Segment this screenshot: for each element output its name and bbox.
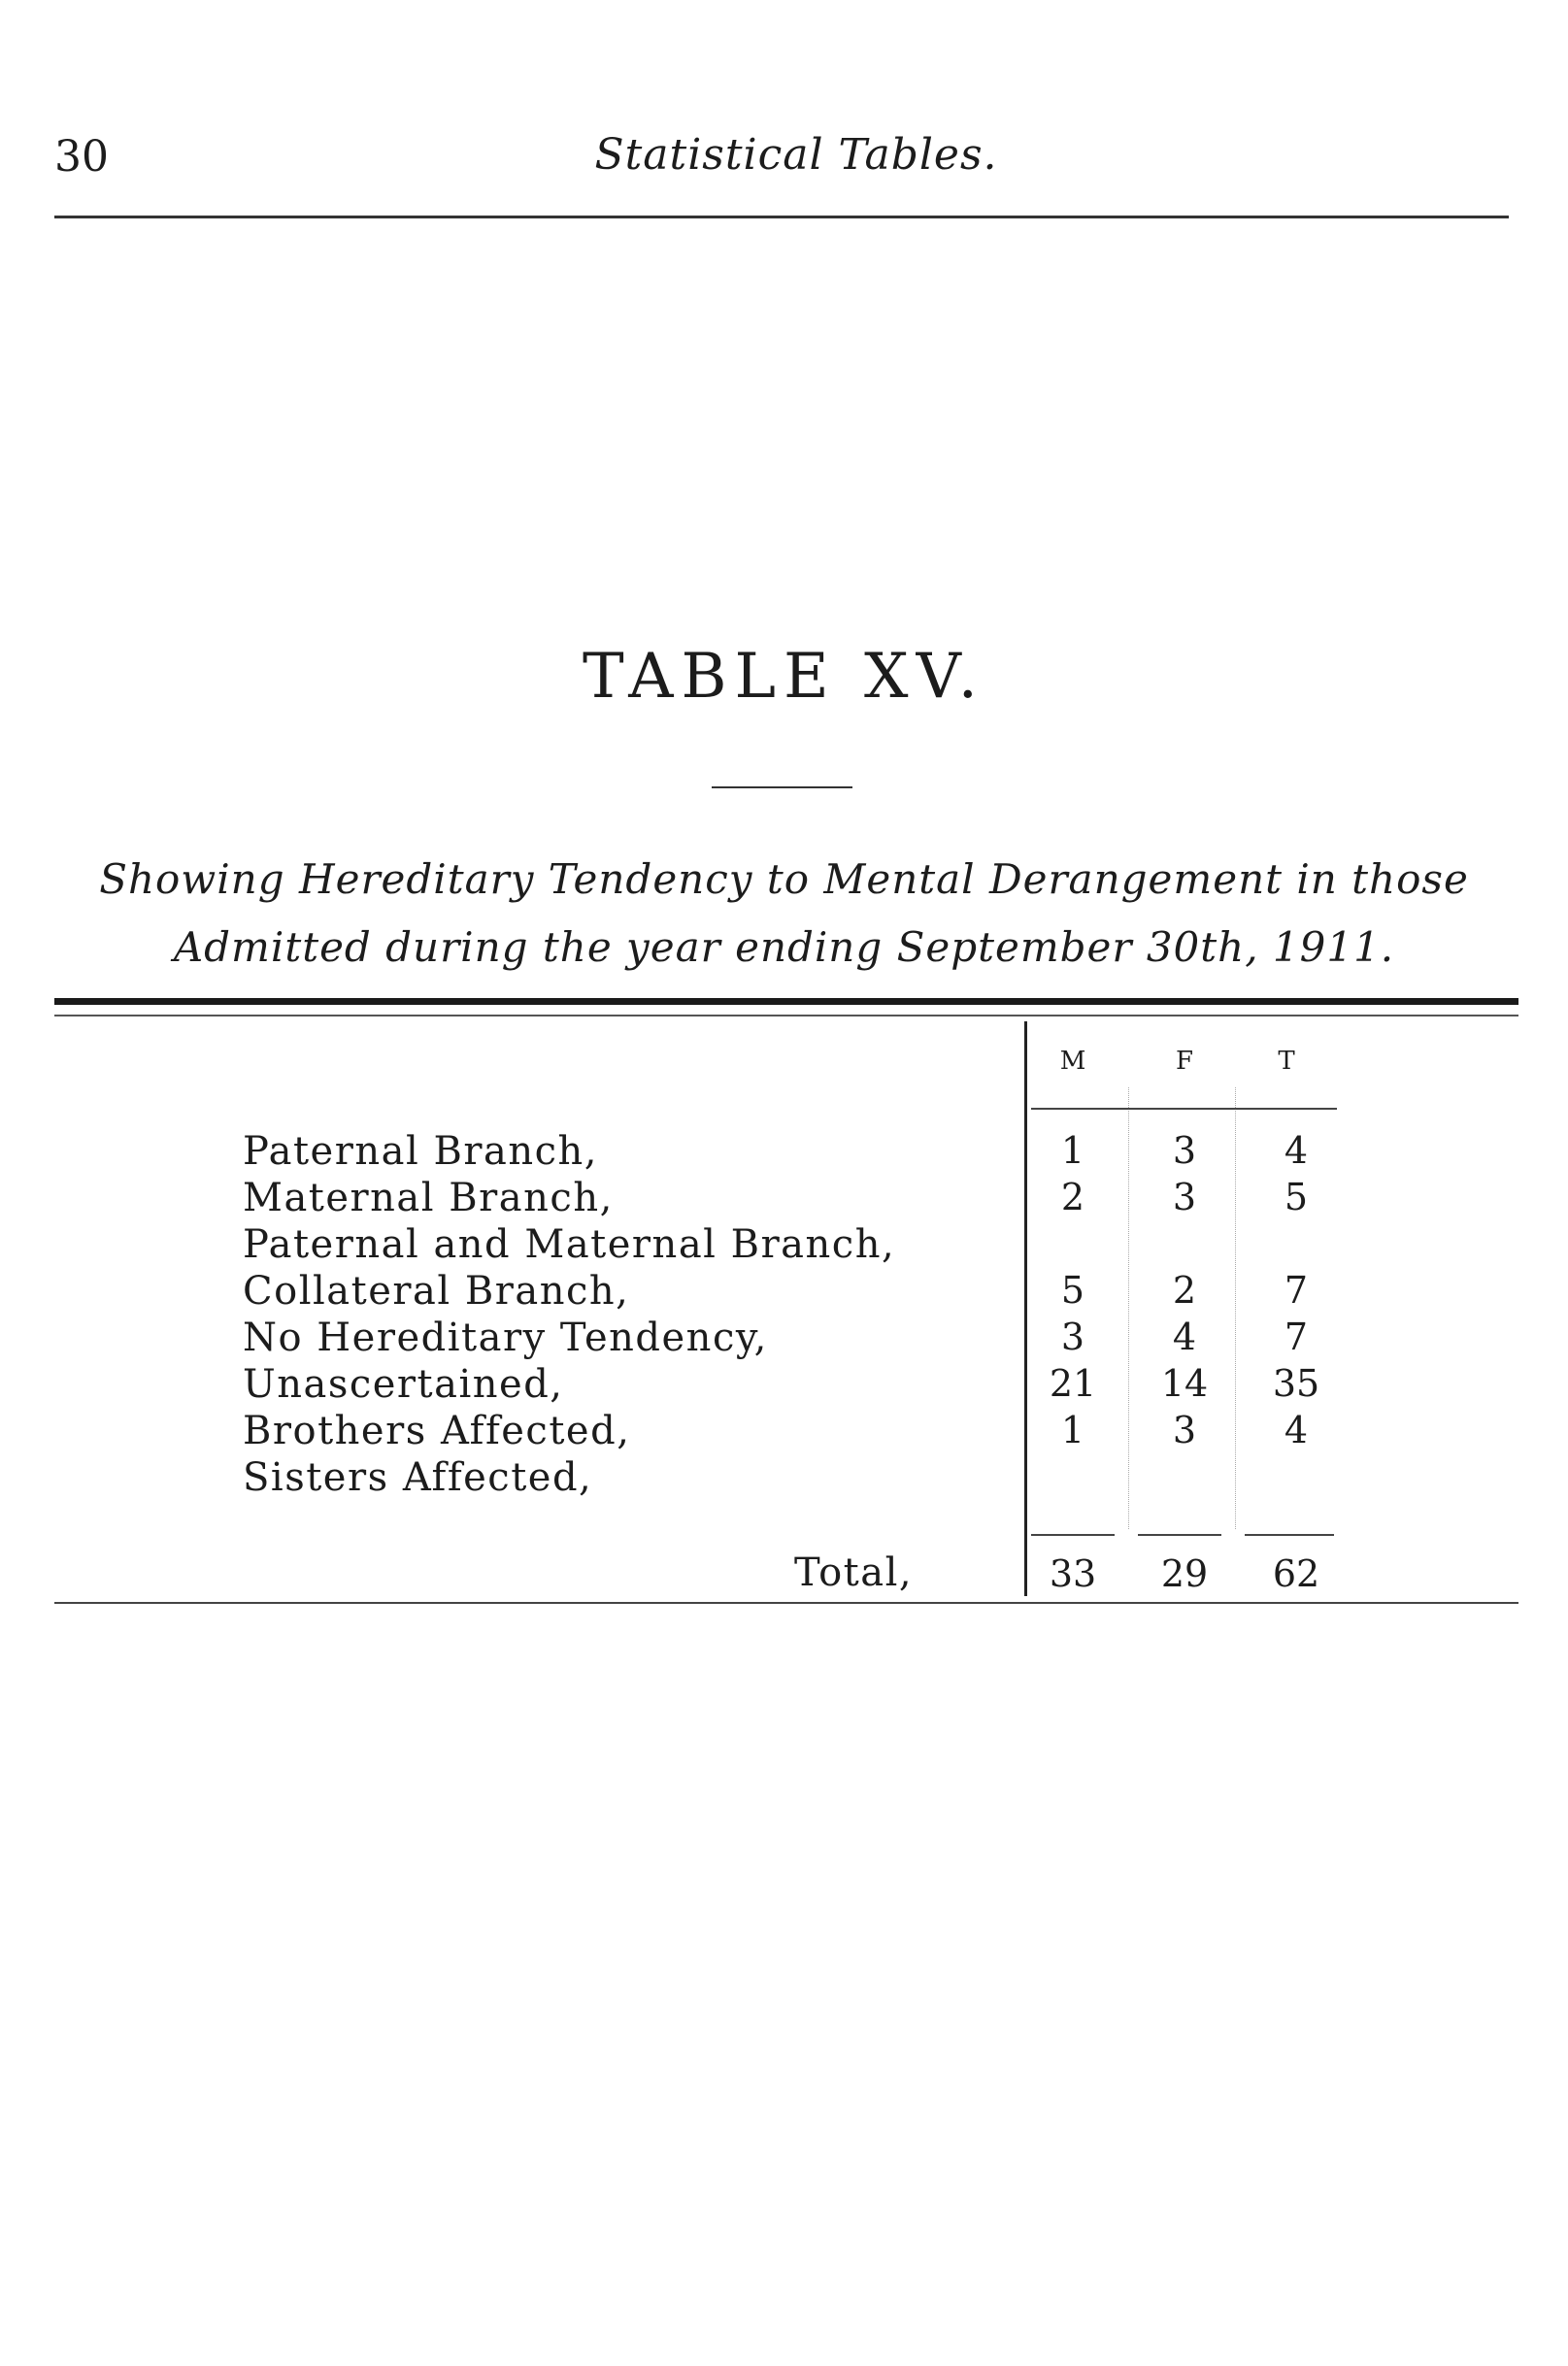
- cell-m: 5: [1060, 1269, 1085, 1312]
- row-label: Collateral Branch,: [243, 1269, 630, 1314]
- cell-t: 4: [1284, 1129, 1309, 1172]
- cell-t: 5: [1284, 1176, 1309, 1218]
- row-label: Maternal Branch,: [243, 1176, 614, 1220]
- total-m: 33: [1049, 1552, 1097, 1595]
- cell-m: 1: [1060, 1129, 1085, 1172]
- cell-f: 4: [1172, 1316, 1197, 1358]
- column-header-m: M: [1059, 1047, 1086, 1076]
- cell-t: 35: [1272, 1362, 1320, 1405]
- header-underline: [1031, 1108, 1337, 1110]
- cell-m: 2: [1060, 1176, 1085, 1218]
- cell-f: 2: [1172, 1269, 1197, 1312]
- cell-t: 7: [1284, 1269, 1309, 1312]
- total-rule-f: [1138, 1534, 1221, 1536]
- cell-f: 3: [1172, 1129, 1197, 1172]
- cell-m: 3: [1060, 1316, 1085, 1358]
- total-rule-t: [1245, 1534, 1334, 1536]
- row-label: Paternal Branch,: [243, 1129, 598, 1174]
- caption-line-1: Showing Hereditary Tendency to Mental Derangement in those: [99, 855, 1469, 903]
- total-f: 29: [1160, 1552, 1209, 1595]
- row-label: Sisters Affected,: [243, 1455, 593, 1500]
- caption-line-2: Admitted during the year ending September 30th, 1911.: [173, 923, 1395, 971]
- running-title: Statistical Tables.: [594, 130, 998, 180]
- cell-m: 1: [1060, 1409, 1085, 1451]
- table-top-thin-rule: [54, 1015, 1518, 1016]
- table-title: TABLE XV.: [583, 641, 985, 713]
- row-label: Paternal and Maternal Branch,: [243, 1222, 896, 1267]
- total-label: Total,: [794, 1550, 914, 1595]
- page-number: 30: [54, 132, 109, 182]
- column-divider: [1235, 1087, 1236, 1529]
- cell-m: 21: [1049, 1362, 1097, 1405]
- cell-t: 4: [1284, 1409, 1309, 1451]
- total-t: 62: [1272, 1552, 1320, 1595]
- title-dash: [712, 786, 852, 788]
- table-top-thick-rule: [54, 998, 1518, 1005]
- cell-f: 3: [1172, 1409, 1197, 1451]
- header-rule: [54, 216, 1509, 218]
- column-header-f: F: [1175, 1047, 1194, 1076]
- total-rule-m: [1031, 1534, 1115, 1536]
- row-label: Unascertained,: [243, 1362, 564, 1407]
- table-bottom-rule: [54, 1602, 1518, 1604]
- cell-t: 7: [1284, 1316, 1309, 1358]
- column-header-t: T: [1278, 1047, 1295, 1076]
- table-vertical-rule: [1024, 1021, 1027, 1596]
- cell-f: 3: [1172, 1176, 1197, 1218]
- row-label: No Hereditary Tendency,: [243, 1316, 768, 1360]
- row-label: Brothers Affected,: [243, 1409, 631, 1453]
- cell-f: 14: [1160, 1362, 1209, 1405]
- column-divider: [1128, 1087, 1129, 1529]
